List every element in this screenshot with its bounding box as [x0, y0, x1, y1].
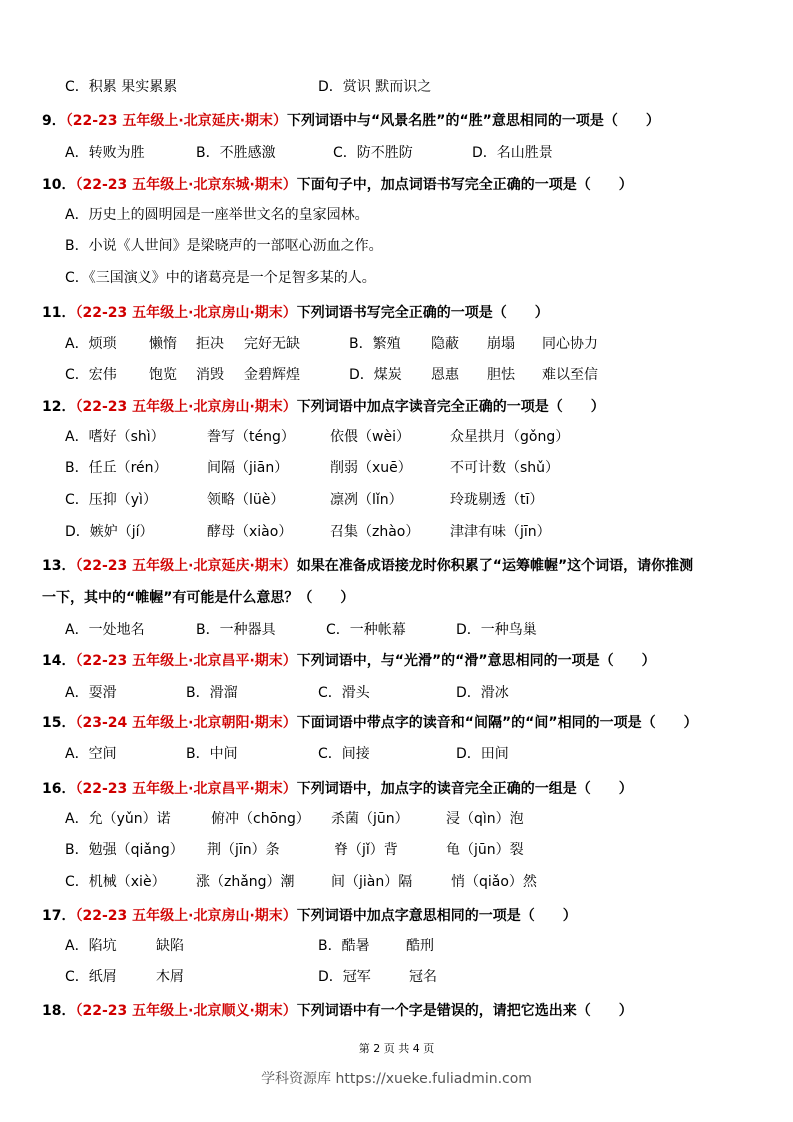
q11-word: 同心协力 [542, 336, 598, 352]
q11-word: 隐蔽 [431, 336, 459, 352]
q12-item: 酵母（xiào） [207, 524, 293, 540]
q17-source-tag: （22-23 五年级上·北京房山·期末） [75, 908, 297, 924]
q16-item: 荆（jīn）条 [207, 842, 280, 858]
q16-item: 俯冲（chōng） [211, 811, 310, 827]
q10-option-b: B．小说《人世间》是梁晓声的一部呕心沥血之作。 [65, 238, 383, 254]
q13-question: 如果在准备成语接龙时你积累了“运筹帷幄”这个词语，请你推测 [296, 558, 694, 574]
q11-word: 胆怯 [487, 367, 515, 383]
q12-item: 依偎（wèi） [330, 429, 410, 445]
q11-word: 崩塌 [487, 336, 515, 352]
q13-option-d: D．一种鸟巢 [456, 622, 537, 638]
q9-option-b: B．不胜感激 [196, 145, 276, 161]
q14-option-d: D．滑冰 [456, 685, 509, 701]
q16-item: 龟（jūn）裂 [446, 842, 524, 858]
q12-item: 间隔（jiān） [207, 460, 289, 476]
q10-number: 10． [42, 177, 76, 193]
q11-word: 难以至信 [542, 367, 598, 383]
q11-word: 懒惰 [149, 336, 177, 352]
q16-question: 下列词语中，加点字的读音完全正确的一组是（ ） [296, 781, 633, 797]
q15-option-b: B．中间 [186, 746, 238, 762]
q10-question: 下面句子中，加点词语书写完全正确的一项是（ ） [296, 177, 633, 193]
q15-option-d: D．田间 [456, 746, 509, 762]
q18-source-tag: （22-23 五年级上·北京顺义·期末） [75, 1003, 297, 1019]
q12-item: 誊写（téng） [207, 429, 295, 445]
q11-word: 恩惠 [431, 367, 459, 383]
q17-question: 下列词语中加点字意思相同的一项是（ ） [296, 908, 577, 924]
q10-option-a: A．历史上的圆明园是一座举世文名的皇家园林。 [65, 207, 369, 223]
q12-question: 下列词语中加点字读音完全正确的一项是（ ） [296, 399, 605, 415]
q14-number: 14． [42, 653, 76, 669]
page-number: 第 2 页 共 4 页 [358, 1042, 435, 1055]
q14-source-tag: （22-23 五年级上·北京昌平·期末） [75, 653, 297, 669]
q11-option-b: B．繁殖 [349, 336, 401, 352]
q9-option-c: C．防不胜防 [333, 145, 413, 161]
q9-option-a: A．转败为胜 [65, 145, 145, 161]
q18-number: 18． [42, 1003, 76, 1019]
q17-option-c: C．纸屑 [65, 969, 117, 985]
q12-item: 领略（lüè） [207, 492, 285, 508]
q9-question: 下列词语中与“风景名胜”的“胜”意思相同的一项是（ ） [287, 113, 660, 129]
q17-option-d: D．冠军 [318, 969, 371, 985]
q13-stem-continued: 一下，其中的“帷幄”有可能是什么意思？（ ） [42, 590, 355, 606]
q14-question: 下列词语中，与“光滑”的“滑”意思相同的一项是（ ） [296, 653, 656, 669]
q11-option-c: C．宏伟 [65, 367, 117, 383]
q12-item: 津津有味（jīn） [450, 524, 551, 540]
q10-stem [42, 176, 633, 194]
q16-item: B．勉强（qiǎng） [65, 842, 184, 858]
q13-option-c: C．一种帐幕 [326, 622, 406, 638]
q12-source-tag: （22-23 五年级上·北京房山·期末） [75, 399, 297, 415]
q11-number: 11． [42, 305, 76, 321]
q13-stem [42, 557, 693, 575]
q16-item: 涨（zhǎng）潮 [196, 874, 295, 890]
q11-word: 拒决 [196, 336, 224, 352]
q15-option-a: A．空间 [65, 746, 117, 762]
q17-number: 17． [42, 908, 76, 924]
q16-item: 浸（qìn）泡 [446, 811, 524, 827]
q9-stem [42, 112, 660, 130]
q15-question: 下面词语中带点字的读音和“间隔”的“间”相同的一项是（ ） [296, 715, 698, 731]
q10-option-c: C．《三国演义》中的诸葛亮是一个足智多某的人。 [65, 270, 376, 286]
q11-word: 饱览 [149, 367, 177, 383]
q16-number: 16． [42, 781, 76, 797]
q12-item: D．嫉妒（jí） [65, 524, 154, 540]
site-watermark: 学科资源库 https://xueke.fuliadmin.com [261, 1071, 532, 1087]
q15-option-c: C．间接 [318, 746, 370, 762]
q17-option-a: A．陷坑 [65, 938, 117, 954]
q10-source-tag: （22-23 五年级上·北京东城·期末） [75, 177, 297, 193]
q16-item: 杀菌（jūn） [331, 811, 409, 827]
q12-item: C．压抑（yì） [65, 492, 157, 508]
q12-item: 削弱（xuē） [330, 460, 412, 476]
q13-number: 13． [42, 558, 76, 574]
q17-option-b: B．酷暑 [318, 938, 370, 954]
q12-stem [42, 398, 605, 416]
q14-option-a: A．耍滑 [65, 685, 117, 701]
q12-item: A．嗜好（shì） [65, 429, 165, 445]
q9-source-tag: （22-23 五年级上·北京延庆·期末） [65, 113, 288, 129]
q9-option-d: D．名山胜景 [472, 145, 553, 161]
q13-option-b: B．一种器具 [196, 622, 276, 638]
q17-word: 缺陷 [156, 938, 184, 954]
q12-item: 凛冽（lǐn） [330, 492, 403, 508]
q17-word: 木屑 [156, 969, 184, 985]
q11-option-d: D．煤炭 [349, 367, 402, 383]
q12-item: 玲珑剔透（tī） [450, 492, 544, 508]
q12-item: 众星拱月（gǒng） [450, 429, 570, 445]
q9-number: 9． [42, 113, 66, 129]
q16-source-tag: （22-23 五年级上·北京昌平·期末） [75, 781, 297, 797]
q16-item: 间（jiàn）隔 [331, 874, 413, 890]
q11-word: 金碧辉煌 [244, 367, 300, 383]
q8-option-c: C．积累 果实累累 [65, 79, 178, 95]
q17-word: 酷刑 [406, 938, 434, 954]
q11-stem [42, 304, 549, 322]
q15-number: 15． [42, 715, 76, 731]
q11-source-tag: （22-23 五年级上·北京房山·期末） [75, 305, 297, 321]
q11-option-a: A．烦琐 [65, 336, 117, 352]
q8-option-d: D．赏识 默而识之 [318, 79, 432, 95]
q12-item: B．任丘（rén） [65, 460, 168, 476]
q13-option-a: A．一处地名 [65, 622, 145, 638]
q14-option-c: C．滑头 [318, 685, 370, 701]
q14-option-b: B．滑溜 [186, 685, 238, 701]
q12-item: 不可计数（shǔ） [450, 460, 560, 476]
q15-source-tag: （23-24 五年级上·北京朝阳·期末） [75, 715, 297, 731]
q16-item: 脊（jǐ）背 [334, 842, 398, 858]
q18-stem [42, 1002, 633, 1020]
q11-word: 消毁 [196, 367, 224, 383]
q13-source-tag: （22-23 五年级上·北京延庆·期末） [75, 558, 297, 574]
q16-item: 悄（qiǎo）然 [451, 874, 537, 890]
q17-stem [42, 907, 577, 925]
q17-word: 冠名 [409, 969, 437, 985]
q15-stem [42, 714, 698, 732]
q14-stem [42, 652, 656, 670]
q16-stem [42, 780, 633, 798]
q16-item: A．允（yǔn）诺 [65, 811, 171, 827]
q11-question: 下列词语书写完全正确的一项是（ ） [296, 305, 549, 321]
q18-question: 下列词语中有一个字是错误的，请把它选出来（ ） [296, 1003, 633, 1019]
q16-item: C．机械（xiè） [65, 874, 166, 890]
q11-word: 完好无缺 [244, 336, 300, 352]
q12-number: 12． [42, 399, 76, 415]
q12-item: 召集（zhào） [330, 524, 420, 540]
